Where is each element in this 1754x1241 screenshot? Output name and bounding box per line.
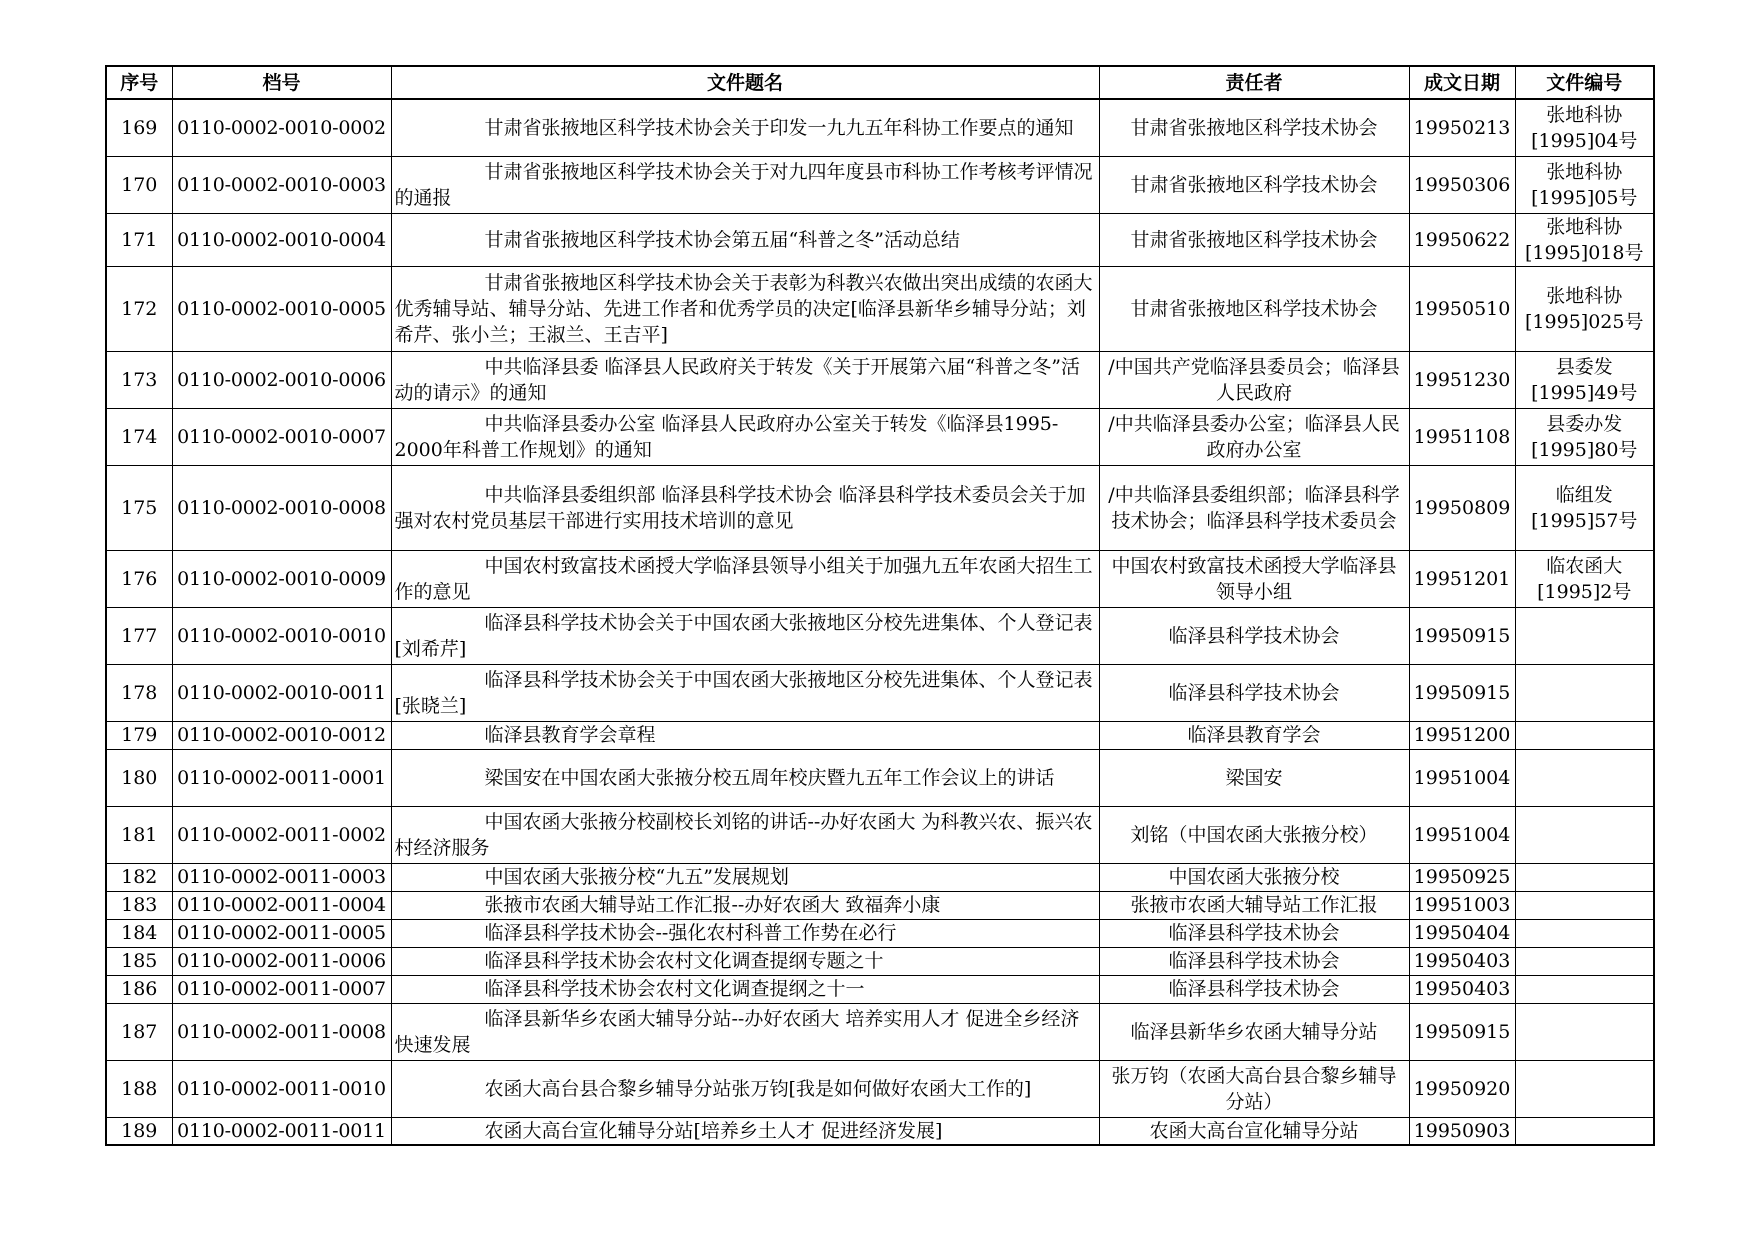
cell-title: 农函大高台县合黎乡辅导分站张万钧[我是如何做好农函大工作的] [391, 1060, 1099, 1117]
cell-code: 0110-0002-0010-0003 [172, 156, 391, 213]
cell-code: 0110-0002-0011-0007 [172, 975, 391, 1003]
cell-responsible: 甘肃省张掖地区科学技术协会 [1099, 213, 1409, 266]
cell-responsible: 张掖市农函大辅导站工作汇报 [1099, 891, 1409, 919]
table-row [106, 947, 1654, 975]
cell-doc-no [1515, 891, 1654, 919]
cell-title: 中国农村致富技术函授大学临泽县领导小组关于加强九五年农函大招生工作的意见 [391, 550, 1099, 607]
cell-doc-no [1515, 806, 1654, 863]
table-row [106, 863, 1654, 891]
table-row [106, 351, 1654, 408]
cell-title: 张掖市农函大辅导站工作汇报--办好农函大 致福奔小康 [391, 891, 1099, 919]
cell-doc-no: 张地科协[1995]04号 [1515, 99, 1654, 156]
cell-code: 0110-0002-0010-0005 [172, 266, 391, 351]
cell-code: 0110-0002-0010-0010 [172, 607, 391, 664]
table-row [106, 891, 1654, 919]
cell-title: 中国农函大张掖分校副校长刘铭的讲话--办好农函大 为科教兴农、振兴农村经济服务 [391, 806, 1099, 863]
cell-code: 0110-0002-0010-0006 [172, 351, 391, 408]
cell-date: 19950306 [1409, 156, 1515, 213]
table-row [106, 266, 1654, 351]
cell-code: 0110-0002-0010-0008 [172, 465, 391, 550]
header-seq: 序号 [106, 66, 172, 99]
cell-responsible: 甘肃省张掖地区科学技术协会 [1099, 156, 1409, 213]
cell-doc-no [1515, 721, 1654, 749]
cell-title: 临泽县科学技术协会--强化农村科普工作势在必行 [391, 919, 1099, 947]
cell-doc-no [1515, 919, 1654, 947]
cell-doc-no [1515, 863, 1654, 891]
header-title: 文件题名 [391, 66, 1099, 99]
table-row [106, 919, 1654, 947]
cell-code: 0110-0002-0011-0008 [172, 1003, 391, 1060]
cell-date: 19950622 [1409, 213, 1515, 266]
table-row [106, 721, 1654, 749]
cell-seq: 179 [106, 721, 172, 749]
cell-seq: 170 [106, 156, 172, 213]
cell-title: 梁国安在中国农函大张掖分校五周年校庆暨九五年工作会议上的讲话 [391, 749, 1099, 806]
cell-responsible: 临泽县科学技术协会 [1099, 664, 1409, 721]
cell-code: 0110-0002-0010-0012 [172, 721, 391, 749]
cell-seq: 172 [106, 266, 172, 351]
cell-doc-no: 县委发[1995]49号 [1515, 351, 1654, 408]
cell-responsible: 梁国安 [1099, 749, 1409, 806]
table-row [106, 749, 1654, 806]
cell-responsible: 张万钧（农函大高台县合黎乡辅导分站） [1099, 1060, 1409, 1117]
cell-seq: 169 [106, 99, 172, 156]
cell-title: 农函大高台宣化辅导分站[培养乡土人才 促进经济发展] [391, 1117, 1099, 1145]
cell-seq: 189 [106, 1117, 172, 1145]
cell-code: 0110-0002-0010-0011 [172, 664, 391, 721]
cell-seq: 177 [106, 607, 172, 664]
cell-seq: 184 [106, 919, 172, 947]
cell-code: 0110-0002-0011-0002 [172, 806, 391, 863]
cell-doc-no [1515, 1003, 1654, 1060]
cell-doc-no: 临农函大[1995]2号 [1515, 550, 1654, 607]
header-doc-no: 文件编号 [1515, 66, 1654, 99]
cell-title: 甘肃省张掖地区科学技术协会第五届“科普之冬”活动总结 [391, 213, 1099, 266]
cell-responsible: 临泽县科学技术协会 [1099, 919, 1409, 947]
cell-doc-no: 县委办发[1995]80号 [1515, 408, 1654, 465]
table-row [106, 1003, 1654, 1060]
cell-title: 临泽县教育学会章程 [391, 721, 1099, 749]
cell-title: 临泽县科学技术协会关于中国农函大张掖地区分校先进集体、个人登记表[张晓兰] [391, 664, 1099, 721]
cell-seq: 188 [106, 1060, 172, 1117]
cell-code: 0110-0002-0011-0006 [172, 947, 391, 975]
cell-responsible: 中国农村致富技术函授大学临泽县领导小组 [1099, 550, 1409, 607]
table-row [106, 550, 1654, 607]
archive-table [105, 65, 1655, 1146]
cell-seq: 186 [106, 975, 172, 1003]
header-responsible: 责任者 [1099, 66, 1409, 99]
cell-title: 甘肃省张掖地区科学技术协会关于对九四年度县市科协工作考核考评情况的通报 [391, 156, 1099, 213]
cell-doc-no [1515, 607, 1654, 664]
cell-seq: 185 [106, 947, 172, 975]
cell-date: 19951004 [1409, 749, 1515, 806]
cell-doc-no: 张地科协[1995]018号 [1515, 213, 1654, 266]
cell-date: 19950403 [1409, 975, 1515, 1003]
cell-title: 临泽县新华乡农函大辅导分站--办好农函大 培养实用人才 促进全乡经济快速发展 [391, 1003, 1099, 1060]
cell-responsible: 甘肃省张掖地区科学技术协会 [1099, 99, 1409, 156]
cell-title: 临泽县科学技术协会农村文化调查提纲之十一 [391, 975, 1099, 1003]
cell-seq: 175 [106, 465, 172, 550]
cell-responsible: /中国共产党临泽县委员会；临泽县人民政府 [1099, 351, 1409, 408]
cell-code: 0110-0002-0010-0004 [172, 213, 391, 266]
cell-date: 19950510 [1409, 266, 1515, 351]
cell-doc-no [1515, 947, 1654, 975]
cell-title: 中共临泽县委组织部 临泽县科学技术协会 临泽县科学技术委员会关于加强对农村党员基层干部进行实用技术培训的意见 [391, 465, 1099, 550]
cell-code: 0110-0002-0010-0009 [172, 550, 391, 607]
table-row [106, 213, 1654, 266]
cell-title: 中国农函大张掖分校“九五”发展规划 [391, 863, 1099, 891]
cell-code: 0110-0002-0011-0003 [172, 863, 391, 891]
header-code: 档号 [172, 66, 391, 99]
cell-code: 0110-0002-0011-0011 [172, 1117, 391, 1145]
cell-seq: 180 [106, 749, 172, 806]
cell-title: 中共临泽县委办公室 临泽县人民政府办公室关于转发《临泽县1995-2000年科普工作规划》的通知 [391, 408, 1099, 465]
cell-seq: 171 [106, 213, 172, 266]
cell-seq: 174 [106, 408, 172, 465]
cell-title: 临泽县科学技术协会农村文化调查提纲专题之十 [391, 947, 1099, 975]
table-row [106, 156, 1654, 213]
cell-doc-no: 临组发[1995]57号 [1515, 465, 1654, 550]
cell-title: 甘肃省张掖地区科学技术协会关于表彰为科教兴农做出突出成绩的农函大优秀辅导站、辅导分站、先进工作者和优秀学员的决定[临泽县新华乡辅导分站；刘希芹、张小兰；王淑兰、王吉平] [391, 266, 1099, 351]
cell-responsible: 刘铭（中国农函大张掖分校） [1099, 806, 1409, 863]
cell-doc-no [1515, 975, 1654, 1003]
cell-doc-no: 张地科协[1995]05号 [1515, 156, 1654, 213]
cell-date: 19951230 [1409, 351, 1515, 408]
cell-doc-no [1515, 664, 1654, 721]
cell-seq: 173 [106, 351, 172, 408]
cell-seq: 181 [106, 806, 172, 863]
cell-date: 19951003 [1409, 891, 1515, 919]
cell-date: 19951108 [1409, 408, 1515, 465]
cell-date: 19951200 [1409, 721, 1515, 749]
cell-date: 19950925 [1409, 863, 1515, 891]
cell-code: 0110-0002-0011-0004 [172, 891, 391, 919]
cell-responsible: 临泽县科学技术协会 [1099, 607, 1409, 664]
cell-date: 19950915 [1409, 664, 1515, 721]
cell-responsible: 临泽县科学技术协会 [1099, 947, 1409, 975]
table-row [106, 806, 1654, 863]
cell-seq: 182 [106, 863, 172, 891]
header-date: 成文日期 [1409, 66, 1515, 99]
cell-date: 19950213 [1409, 99, 1515, 156]
cell-code: 0110-0002-0011-0001 [172, 749, 391, 806]
cell-title: 中共临泽县委 临泽县人民政府关于转发《关于开展第六届“科普之冬”活动的请示》的通知 [391, 351, 1099, 408]
cell-date: 19950903 [1409, 1117, 1515, 1145]
table-row [106, 99, 1654, 156]
table-row [106, 664, 1654, 721]
table-row [106, 408, 1654, 465]
cell-code: 0110-0002-0011-0010 [172, 1060, 391, 1117]
table-row [106, 975, 1654, 1003]
cell-seq: 178 [106, 664, 172, 721]
cell-date: 19950403 [1409, 947, 1515, 975]
cell-title: 临泽县科学技术协会关于中国农函大张掖地区分校先进集体、个人登记表[刘希芹] [391, 607, 1099, 664]
cell-date: 19950404 [1409, 919, 1515, 947]
header-row [106, 66, 1654, 99]
cell-seq: 187 [106, 1003, 172, 1060]
cell-doc-no [1515, 1117, 1654, 1145]
cell-code: 0110-0002-0010-0002 [172, 99, 391, 156]
cell-responsible: 临泽县新华乡农函大辅导分站 [1099, 1003, 1409, 1060]
cell-doc-no [1515, 749, 1654, 806]
cell-date: 19950915 [1409, 607, 1515, 664]
cell-responsible: /中共临泽县委办公室；临泽县人民政府办公室 [1099, 408, 1409, 465]
table-row [106, 465, 1654, 550]
cell-seq: 176 [106, 550, 172, 607]
table-row [106, 1117, 1654, 1145]
cell-doc-no [1515, 1060, 1654, 1117]
cell-code: 0110-0002-0010-0007 [172, 408, 391, 465]
cell-date: 19951004 [1409, 806, 1515, 863]
cell-responsible: 中国农函大张掖分校 [1099, 863, 1409, 891]
cell-date: 19950915 [1409, 1003, 1515, 1060]
cell-date: 19950809 [1409, 465, 1515, 550]
cell-date: 19950920 [1409, 1060, 1515, 1117]
cell-code: 0110-0002-0011-0005 [172, 919, 391, 947]
cell-responsible: /中共临泽县委组织部；临泽县科学技术协会；临泽县科学技术委员会 [1099, 465, 1409, 550]
cell-responsible: 甘肃省张掖地区科学技术协会 [1099, 266, 1409, 351]
table-row [106, 607, 1654, 664]
table-row [106, 1060, 1654, 1117]
cell-responsible: 农函大高台宣化辅导分站 [1099, 1117, 1409, 1145]
cell-seq: 183 [106, 891, 172, 919]
cell-date: 19951201 [1409, 550, 1515, 607]
cell-doc-no: 张地科协[1995]025号 [1515, 266, 1654, 351]
cell-title: 甘肃省张掖地区科学技术协会关于印发一九九五年科协工作要点的通知 [391, 99, 1099, 156]
cell-responsible: 临泽县教育学会 [1099, 721, 1409, 749]
cell-responsible: 临泽县科学技术协会 [1099, 975, 1409, 1003]
